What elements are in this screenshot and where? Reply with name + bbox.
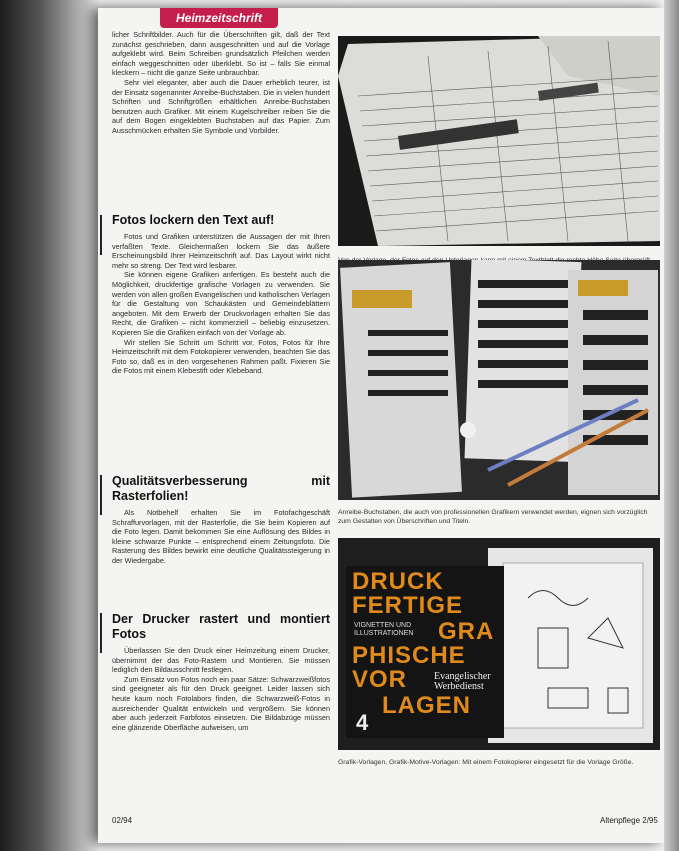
book-title-line: LAGEN: [382, 692, 471, 719]
text-column-section-3: [112, 612, 330, 732]
layout-sheet-image: [338, 36, 660, 246]
heading-marker-bar: [100, 613, 102, 653]
section-header-tab: Heimzeitschrift: [160, 8, 278, 28]
paragraph: Sehr viel eleganter, aber auch die Dauer erheblich teurer, ist der Einsatz sogenannter Anreibe-Buchstaben. Die in vielen hundert Schriften und Schriftgrößen erhältlichen Anreibe-Buchstaben benutzen auch Grafiker. Mit einem Kugelschreiber reiben Sie die auf dem Bogen eingeklebten Buchstaben auf das Papier. Zum Ausschmücken erhalten Sie Symbole und Vorbilder.: [112, 77, 330, 135]
paragraph: Fotos und Grafiken unterstützen die Aussagen der mit Ihren verfaßten Texte. Gleichermaßen lockern Sie das äußere Erscheinungsbild Ihrer Heimzeitschrift auf. Das Layout wirkt nicht mehr so streng. Der Text wird lesbarer.: [112, 232, 330, 270]
book-title-line: GRA: [438, 618, 495, 645]
book-volume-number: 4: [356, 710, 369, 735]
book-cover: [346, 566, 504, 738]
paragraph: licher Schriftbilder. Auch für die Überschriften gilt, daß der Text zunächst geschrieben, dann ausgeschnitten und auf die Vorlage aufgeklebt wird. Beim Schreiben grundsätzlich Pfeilchen werden einfach weggeschnitten oder überklebt. So ist – falls Sie einmal kleckern – nicht die ganze Seite unbrauchbar.: [112, 30, 330, 78]
section-heading: Qualitätsverbesserung mit Rasterfolien!: [112, 474, 330, 503]
section-heading: Der Drucker rastert und montiert Fotos: [112, 612, 330, 641]
heading-marker-bar: [100, 475, 102, 515]
heading-marker-bar: [100, 215, 102, 255]
book-subtitle-line: ILLUSTRATIONEN: [354, 630, 414, 637]
paragraph: Wir stellen Sie Schritt um Schritt vor. Fotos, Fotos für Ihre Heimzeitschrift mit dem Fotokopierer verwenden, beachten Sie das Foto so, daß es in den vorgesehenen Rahmen paßt. Fixieren Sie die Fotos mit einem Klebestift oder Klebeband.: [112, 337, 330, 376]
section-heading: Fotos lockern den Text auf!: [112, 213, 275, 227]
photo-layout-sheet: [338, 36, 660, 246]
photo-caption: Anreibe-Buchstaben, die auch von professionellen Grafikern verwendet werden, eignen sich vorzüglich zum Gestalten von Überschriften und Titeln.: [338, 509, 648, 525]
photo-caption: Grafik-Vorlagen, Grafik-Motive-Vorlagen: Mit einem Fotokopierer eingesetzt für die Vorlage Größe.: [338, 759, 634, 766]
photo-rub-on-letters: [338, 260, 660, 500]
page-right-edge: [664, 0, 679, 851]
paragraph: Überlassen Sie den Druck einer Heimzeitung einem Drucker, übernimmt der das Foto-Rastern und Montieren. Sie müssen lediglich den Bildausschnitt festlegen.: [112, 646, 330, 675]
book-title-line: PHISCHE: [352, 642, 466, 669]
book-publisher-line: Evangelischer: [434, 671, 491, 682]
book-title-line: VOR: [352, 666, 408, 693]
rub-on-letters-image: [338, 260, 660, 500]
text-column-section-2: [112, 474, 330, 566]
paragraph: Als Notbehelf erhalten Sie im Fotofachgeschäft Schraffurvorlagen, mit der Rasterfolie, die Sie beim Kopieren auf die Foto legen. Damit bekommen Sie eine Auflösung des Bildes in kleine schwarze Punkte – entsprechend einem Zeitungsfoto. Die Rasterung des Bildes bewirkt eine deutliche Qualitätssteigerung in der Wiedergabe.: [112, 508, 330, 565]
book-title-line: FERTIGE: [352, 592, 464, 619]
text-column-top: [112, 30, 330, 136]
book-publisher-line: Werbedienst: [434, 681, 484, 692]
book-subtitle-line: VIGNETTEN UND: [354, 622, 412, 629]
page-footer-left: 02/94: [112, 816, 133, 825]
paragraph: Sie können eigene Grafiken anfertigen. Es besteht auch die Möglichkeit, druckfertige grafische Vorlagen zu verwenden. Sie werden von allen großen Evangelischen und katholischen Verlagen für die Gestaltung von Schaukästen und Gemeindeblättern angeboten. Mit dem Erwerb der Druckvorlagen erhalten Sie das Recht, die Grafiken – nicht kommerziell – beliebig einzusetzen. Kopieren Sie die Grafiken einfach von der Vorlage ab.: [112, 270, 330, 337]
book-title-line: DRUCK: [352, 568, 444, 595]
paragraph: Zum Einsatz von Fotos noch ein paar Sätze: Schwarzweißfotos sind geeigneter als für den Druck geeignet. Leider lassen sich heute kaum noch Fotolabors finden, die Schwarzweiß-Fotos in ausreichender Qualität entwickeln und vergrößern. Sie können aber auch jederzeit Farbfotos einsetzen. Die Bildabzüge müssen eine glänzende Oberfläche aufweisen, um: [112, 674, 330, 732]
text-column-section-1: [112, 213, 330, 376]
page-footer-right: Altenpflege 2/95: [600, 816, 658, 825]
